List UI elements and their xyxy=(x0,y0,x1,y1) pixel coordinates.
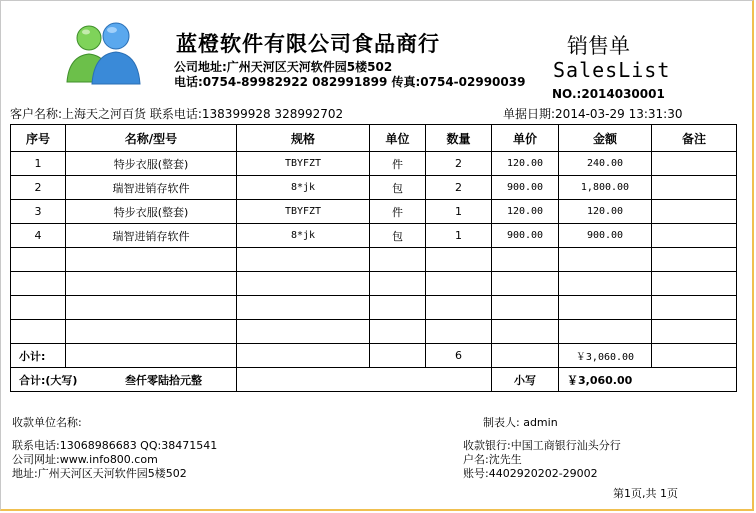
cell-qty: 2 xyxy=(426,152,492,176)
col-header: 序号 xyxy=(11,125,66,152)
cell-qty: 1 xyxy=(426,224,492,248)
col-header: 名称/型号 xyxy=(66,125,237,152)
cell-amount: 900.00 xyxy=(559,224,652,248)
col-header: 金额 xyxy=(559,125,652,152)
cell-note xyxy=(652,152,737,176)
cell-amount: 120.00 xyxy=(559,200,652,224)
table-row xyxy=(11,200,737,224)
company-name: 蓝橙软件有限公司食品商行 xyxy=(176,32,440,56)
cell-unit: 件 xyxy=(370,152,426,176)
cell-price: 120.00 xyxy=(492,152,559,176)
table-row xyxy=(11,176,737,200)
cell-amount: 1,800.00 xyxy=(559,176,652,200)
cell-qty: 1 xyxy=(426,200,492,224)
table-header-row xyxy=(11,125,737,152)
sales-table xyxy=(10,124,737,392)
website: 公司网址:www.info800.com xyxy=(12,453,158,466)
empty-row xyxy=(11,296,737,320)
cell-name: 瑞智进销存软件 xyxy=(66,224,237,248)
subtotal-qty: 6 xyxy=(426,344,492,368)
cell-note xyxy=(652,224,737,248)
cell-note xyxy=(652,176,737,200)
total-amount: ￥3,060.00 xyxy=(559,368,737,392)
cell-spec: TBYFZT xyxy=(237,200,370,224)
total-small-label: 小写 xyxy=(492,368,559,392)
cell-no: 3 xyxy=(11,200,66,224)
bank: 收款银行:中国工商银行汕头分行 xyxy=(463,439,621,452)
subtotal-amount: ￥3,060.00 xyxy=(559,344,652,368)
account-no: 账号:4402920202-29002 xyxy=(463,467,598,480)
cell-note xyxy=(652,200,737,224)
col-header: 备注 xyxy=(652,125,737,152)
cell-qty: 2 xyxy=(426,176,492,200)
logo-users-icon xyxy=(64,20,142,88)
col-header: 单价 xyxy=(492,125,559,152)
total-row xyxy=(11,368,737,392)
company-phone-fax: 电话:0754-89982922 082991899 传真:0754-02990039 xyxy=(174,75,526,89)
cell-name: 特步衣服(整套) xyxy=(66,152,237,176)
empty-row xyxy=(11,248,737,272)
cell-unit: 包 xyxy=(370,224,426,248)
cell-no: 1 xyxy=(11,152,66,176)
doc-subtitle: SalesList xyxy=(553,58,671,82)
cell-name: 特步衣服(整套) xyxy=(66,200,237,224)
account-name: 户名:沈先生 xyxy=(463,453,522,466)
empty-row xyxy=(11,272,737,296)
doc-date: 单据日期:2014-03-29 13:31:30 xyxy=(503,107,683,121)
doc-number: NO.:2014030001 xyxy=(552,87,665,101)
cell-no: 2 xyxy=(11,176,66,200)
total-label: 合计:(大写) xyxy=(19,373,78,387)
subtotal-row xyxy=(11,344,737,368)
doc-title: 销售单 xyxy=(567,34,630,58)
cell-spec: 8*jk xyxy=(237,224,370,248)
footer-address: 地址:广州天河区天河软件园5楼502 xyxy=(12,467,187,480)
cell-price: 900.00 xyxy=(492,224,559,248)
cell-name: 瑞智进销存软件 xyxy=(66,176,237,200)
total-words: 叁仟零陆拾元整 xyxy=(125,373,202,387)
cell-spec: 8*jk xyxy=(237,176,370,200)
table-row xyxy=(11,152,737,176)
maker: 制表人: admin xyxy=(483,416,558,429)
cell-price: 900.00 xyxy=(492,176,559,200)
cell-spec: TBYFZT xyxy=(237,152,370,176)
cell-amount: 240.00 xyxy=(559,152,652,176)
contact-phone: 联系电话:13068986683 QQ:38471541 xyxy=(12,439,218,452)
customer-info: 客户名称:上海天之河百货 联系电话:138399928 328992702 xyxy=(10,107,344,121)
table-row xyxy=(11,224,737,248)
col-header: 单位 xyxy=(370,125,426,152)
col-header: 规格 xyxy=(237,125,370,152)
cell-unit: 件 xyxy=(370,200,426,224)
company-address: 公司地址:广州天河区天河软件园5楼502 xyxy=(174,60,393,74)
cell-unit: 包 xyxy=(370,176,426,200)
cell-price: 120.00 xyxy=(492,200,559,224)
receiver-label: 收款单位名称: xyxy=(12,416,82,429)
page-indicator: 第1页,共 1页 xyxy=(613,487,678,500)
subtotal-label: 小计: xyxy=(11,344,66,368)
col-header: 数量 xyxy=(426,125,492,152)
empty-row xyxy=(11,320,737,344)
cell-no: 4 xyxy=(11,224,66,248)
